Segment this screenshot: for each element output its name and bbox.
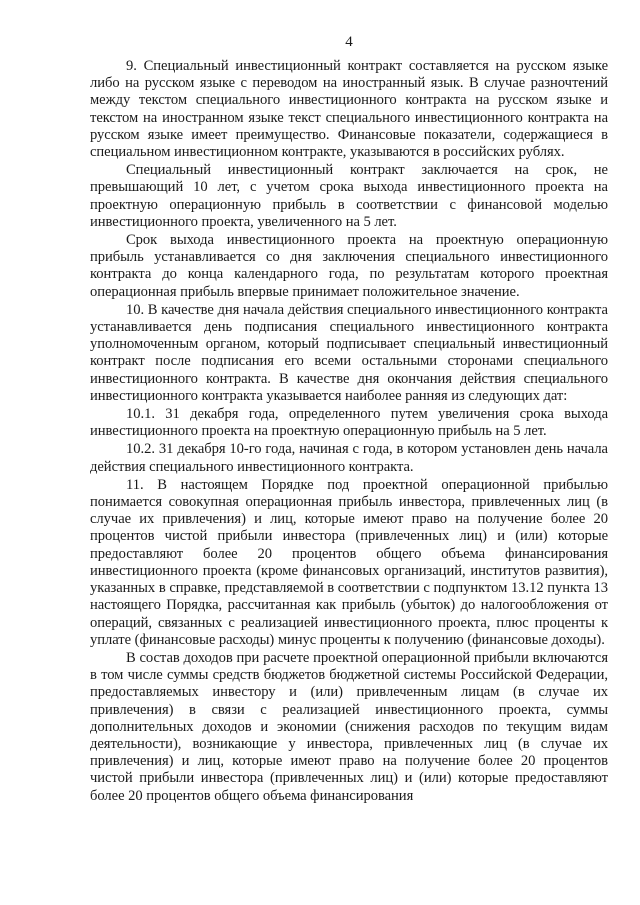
paragraph-clause-11: 11. В настоящем Порядке под проектной операционной прибылью понимается совокупная операционная прибыль инвестора, привлеченных лиц (в случае их привлечения) и лиц, которые имеют право на получение более 20 процентов чистой прибыли инвестора (привлеченных лиц) и (или) которые предоставляют более 20 процентов общего объема финансирования инвестиционного проекта (кроме финансовых организаций, институтов развития), указанных в справке, представляемой в соответствии с подпунктом 13.12 пункта 13 настоящего Порядка, рассчитанная как прибыль (убыток) до налогообложения от операций, связанных с реализацией инвестиционного проекта, плюс проценты к уплате (финансовые расходы) минус проценты к получению (финансовые доходы). <box>90 476 608 648</box>
document-page <box>90 32 608 805</box>
paragraph-contract-term: Специальный инвестиционный контракт заключается на срок, не превышающий 10 лет, с учетом срока выхода инвестиционного проекта на проектную операционную прибыль в соответствии с финансовой моделью инвестиционного проекта, увеличенного на 5 лет. <box>90 162 608 230</box>
paragraph-income-composition: В состав доходов при расчете проектной операционной прибыли включаются в том числе суммы средств бюджетов бюджетной системы Российской Федерации, предоставляемых инвестору и (или) привлеченным лицам (в случае их привлечения) в связи с реализацией инвестиционного проекта, суммы дополнительных доходов и экономии (снижения расходов по текущим видам деятельности), возникающие у инвестора, привлеченных лиц (в случае их привлечения) и лиц, которые имеют право на получение более 20 процентов чистой прибыли инвестора (привлеченных лиц) и (или) которые предоставляют более 20 процентов общего объема финансирования <box>90 649 608 804</box>
paragraph-clause-10-2: 10.2. 31 декабря 10-го года, начиная с года, в котором установлен день начала действия специального инвестиционного контракта. <box>90 441 608 475</box>
page-number: 4 <box>345 34 353 50</box>
paragraph-clause-10: 10. В качестве дня начала действия специального инвестиционного контракта устанавливается день подписания специального инвестиционного контракта уполномоченным органом, который подписывает специальный инвестиционный контракт после подписания его всеми остальными сторонами специального инвестиционного контракта. В качестве дня окончания действия специального инвестиционного контракта указывается наиболее ранняя из следующих дат: <box>90 301 608 404</box>
paragraph-clause-9: 9. Специальный инвестиционный контракт составляется на русском языке либо на русском языке с переводом на иностранный язык. В случае разночтений между текстом специального инвестиционного контракта на русском языке и текстом на иностранном языке текст специального инвестиционного контракта на русском языке имеет преимущество. Финансовые показатели, содержащиеся в специальном инвестиционном контракте, указываются в российских рублях. <box>90 58 608 161</box>
paragraph-clause-10-1: 10.1. 31 декабря года, определенного путем увеличения срока выхода инвестиционного проекта на проектную операционную прибыль на 5 лет. <box>90 406 608 440</box>
paragraph-profit-deadline: Срок выхода инвестиционного проекта на проектную операционную прибыль устанавливается со дня заключения специального инвестиционного контракта до конца календарного года, по результатам которого проектная операционная прибыль впервые принимает положительное значение. <box>90 232 608 300</box>
